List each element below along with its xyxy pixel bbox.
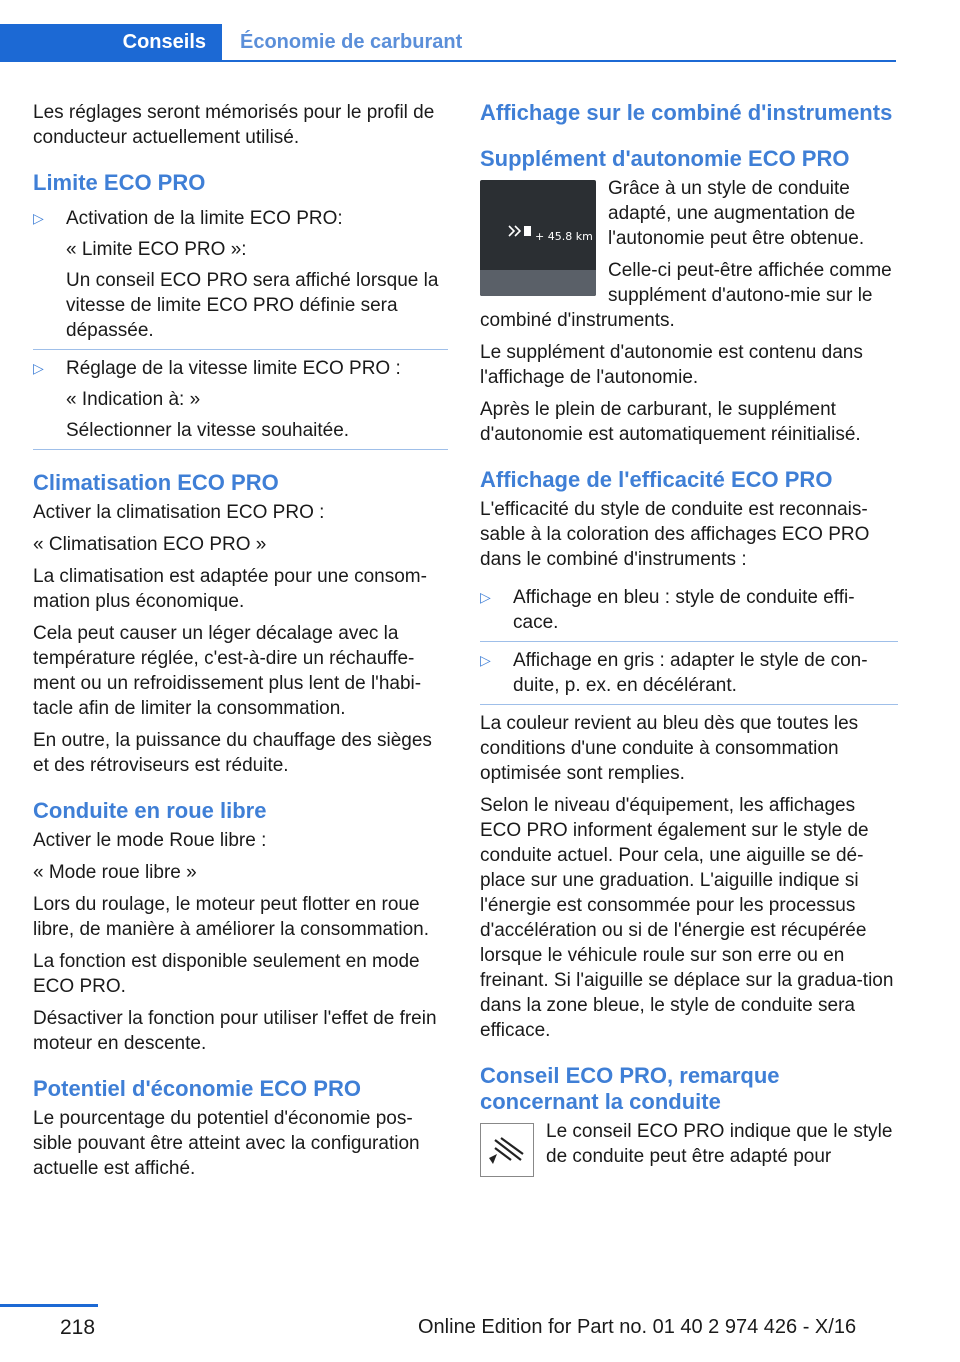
edition-text: Online Edition for Part no. 01 40 2 974 426 - X/16 <box>418 1316 857 1338</box>
paragraph: La climatisation est adaptée pour une consom‐mation plus économique. <box>33 566 427 612</box>
list-item-text: Réglage de la vitesse limite ECO PRO : <box>66 358 401 379</box>
list-item-text: Activation de la limite ECO PRO: <box>66 208 343 229</box>
range-value: + 45.8 km <box>535 230 593 243</box>
list-item <box>33 350 448 450</box>
heading-affichage: Affichage sur le combiné d'instruments <box>480 100 893 125</box>
header-divider <box>0 60 896 62</box>
triangle-bullet-icon: ▷ <box>480 652 491 668</box>
paragraph: Le pourcentage du potentiel d'économie pos‐sible pouvant être atteint avec la configuration actuelle est affiché. <box>33 1108 420 1179</box>
page-header <box>0 0 960 62</box>
section-tab[interactable]: Économie de carburant <box>240 31 463 53</box>
chapter-tab[interactable]: Conseils <box>0 24 222 61</box>
list-item-text: Sélectionner la vitesse souhaitée. <box>66 420 350 441</box>
paragraph: La fonction est disponible seulement en mode ECO PRO. <box>33 951 420 997</box>
driving-hint-icon <box>480 1123 534 1177</box>
intro-text: Les réglages seront mémorisés pour le profil de conducteur actuellement utilisé. <box>33 102 435 148</box>
list-item-text: « Limite ECO PRO »: <box>66 239 247 260</box>
footer-divider <box>0 1304 98 1307</box>
limite-list <box>33 200 448 450</box>
list-item <box>480 579 898 642</box>
list-item-text: « Indication à: » <box>66 389 201 410</box>
image-bottom-band <box>480 270 596 296</box>
list-item <box>33 200 448 350</box>
triangle-bullet-icon: ▷ <box>480 589 491 605</box>
triangle-bullet-icon: ▷ <box>33 360 44 376</box>
right-column <box>480 100 898 1181</box>
list-item-text: Affichage en gris : adapter le style de con‐duite, p. ex. en décélérant. <box>513 650 868 696</box>
paragraph: Le conseil ECO PRO indique que le style de conduite peut être adapté pour <box>546 1121 893 1167</box>
efficacite-list <box>480 579 898 705</box>
paragraph: Activer la climatisation ECO PRO : <box>33 502 325 523</box>
paragraph: Grâce à un style de conduite adapté, une augmentation de l'autonomie peut être obtenue. <box>608 178 865 249</box>
list-item-text: Un conseil ECO PRO sera affiché lorsque la vitesse de limite ECO PRO définie sera dépassée. <box>66 270 439 341</box>
paragraph: Lors du roulage, le moteur peut flotter en roue libre, de manière à améliorer la consommation. <box>33 894 430 940</box>
heading-roue-libre: Conduite en roue libre <box>33 798 267 823</box>
paragraph: Selon le niveau d'équipement, les affichages ECO PRO informent également sur le style de conduite actuel. Pour cela, une aiguille se dé‐place sur une graduation. L'aiguille indique si l'énergie est consommée pour les processus d'accélération ou si de l'énergie est récupérée lorsque le véhicule roule sur son erre ou en freinant. Si l'aiguille se déplace sur la gradua‐tion dans la zone bleue, le style de conduite sera efficace. <box>480 795 894 1041</box>
paragraph: Le supplément d'autonomie est contenu dans l'affichage de l'autonomie. <box>480 342 863 388</box>
paragraph: Après le plein de carburant, le supplément d'autonomie est automatiquement réinitialisé. <box>480 399 861 445</box>
heading-supplement: Supplément d'autonomie ECO PRO <box>480 146 850 171</box>
paragraph: L'efficacité du style de conduite est reconnais‐sable à la coloration des affichages ECO PRO dans le combiné d'instruments : <box>480 499 870 570</box>
heading-climatisation: Climatisation ECO PRO <box>33 470 279 495</box>
paragraph: « Climatisation ECO PRO » <box>33 534 267 555</box>
list-item <box>480 642 898 705</box>
left-column <box>33 100 448 1188</box>
paragraph: « Mode roue libre » <box>33 862 197 883</box>
paragraph: Activer le mode Roue libre : <box>33 830 267 851</box>
heading-potentiel: Potentiel d'économie ECO PRO <box>33 1076 361 1101</box>
page-number: 218 <box>60 1316 96 1339</box>
instrument-cluster-image <box>480 180 596 296</box>
heading-limite-eco-pro: Limite ECO PRO <box>33 170 206 195</box>
paragraph: Cela peut causer un léger décalage avec la température réglée, c'est-à-dire un réchauffe‐ment ou un refroidissement plus lent de l'habi‐tacle afin de limiter la consommation. <box>33 623 422 719</box>
paragraph: Désactiver la fonction pour utiliser l'effet de frein moteur en descente. <box>33 1008 437 1054</box>
heading-conseil: Conseil ECO PRO, remarque concernant la conduite <box>480 1063 780 1114</box>
triangle-bullet-icon: ▷ <box>33 210 44 226</box>
paragraph: Celle-ci peut-être affichée comme supplément d'autono‐mie sur le combiné d'instruments. <box>480 260 892 331</box>
paragraph: La couleur revient au bleu dès que toutes les conditions d'une conduite à consommation optimisée sont remplies. <box>480 713 859 784</box>
paragraph: En outre, la puissance du chauffage des sièges et des rétroviseurs est réduite. <box>33 730 432 776</box>
list-item-text: Affichage en bleu : style de conduite effi‐cace. <box>513 587 855 633</box>
heading-efficacite: Affichage de l'efficacité ECO PRO <box>480 467 833 492</box>
fuel-range-icon <box>508 224 538 238</box>
